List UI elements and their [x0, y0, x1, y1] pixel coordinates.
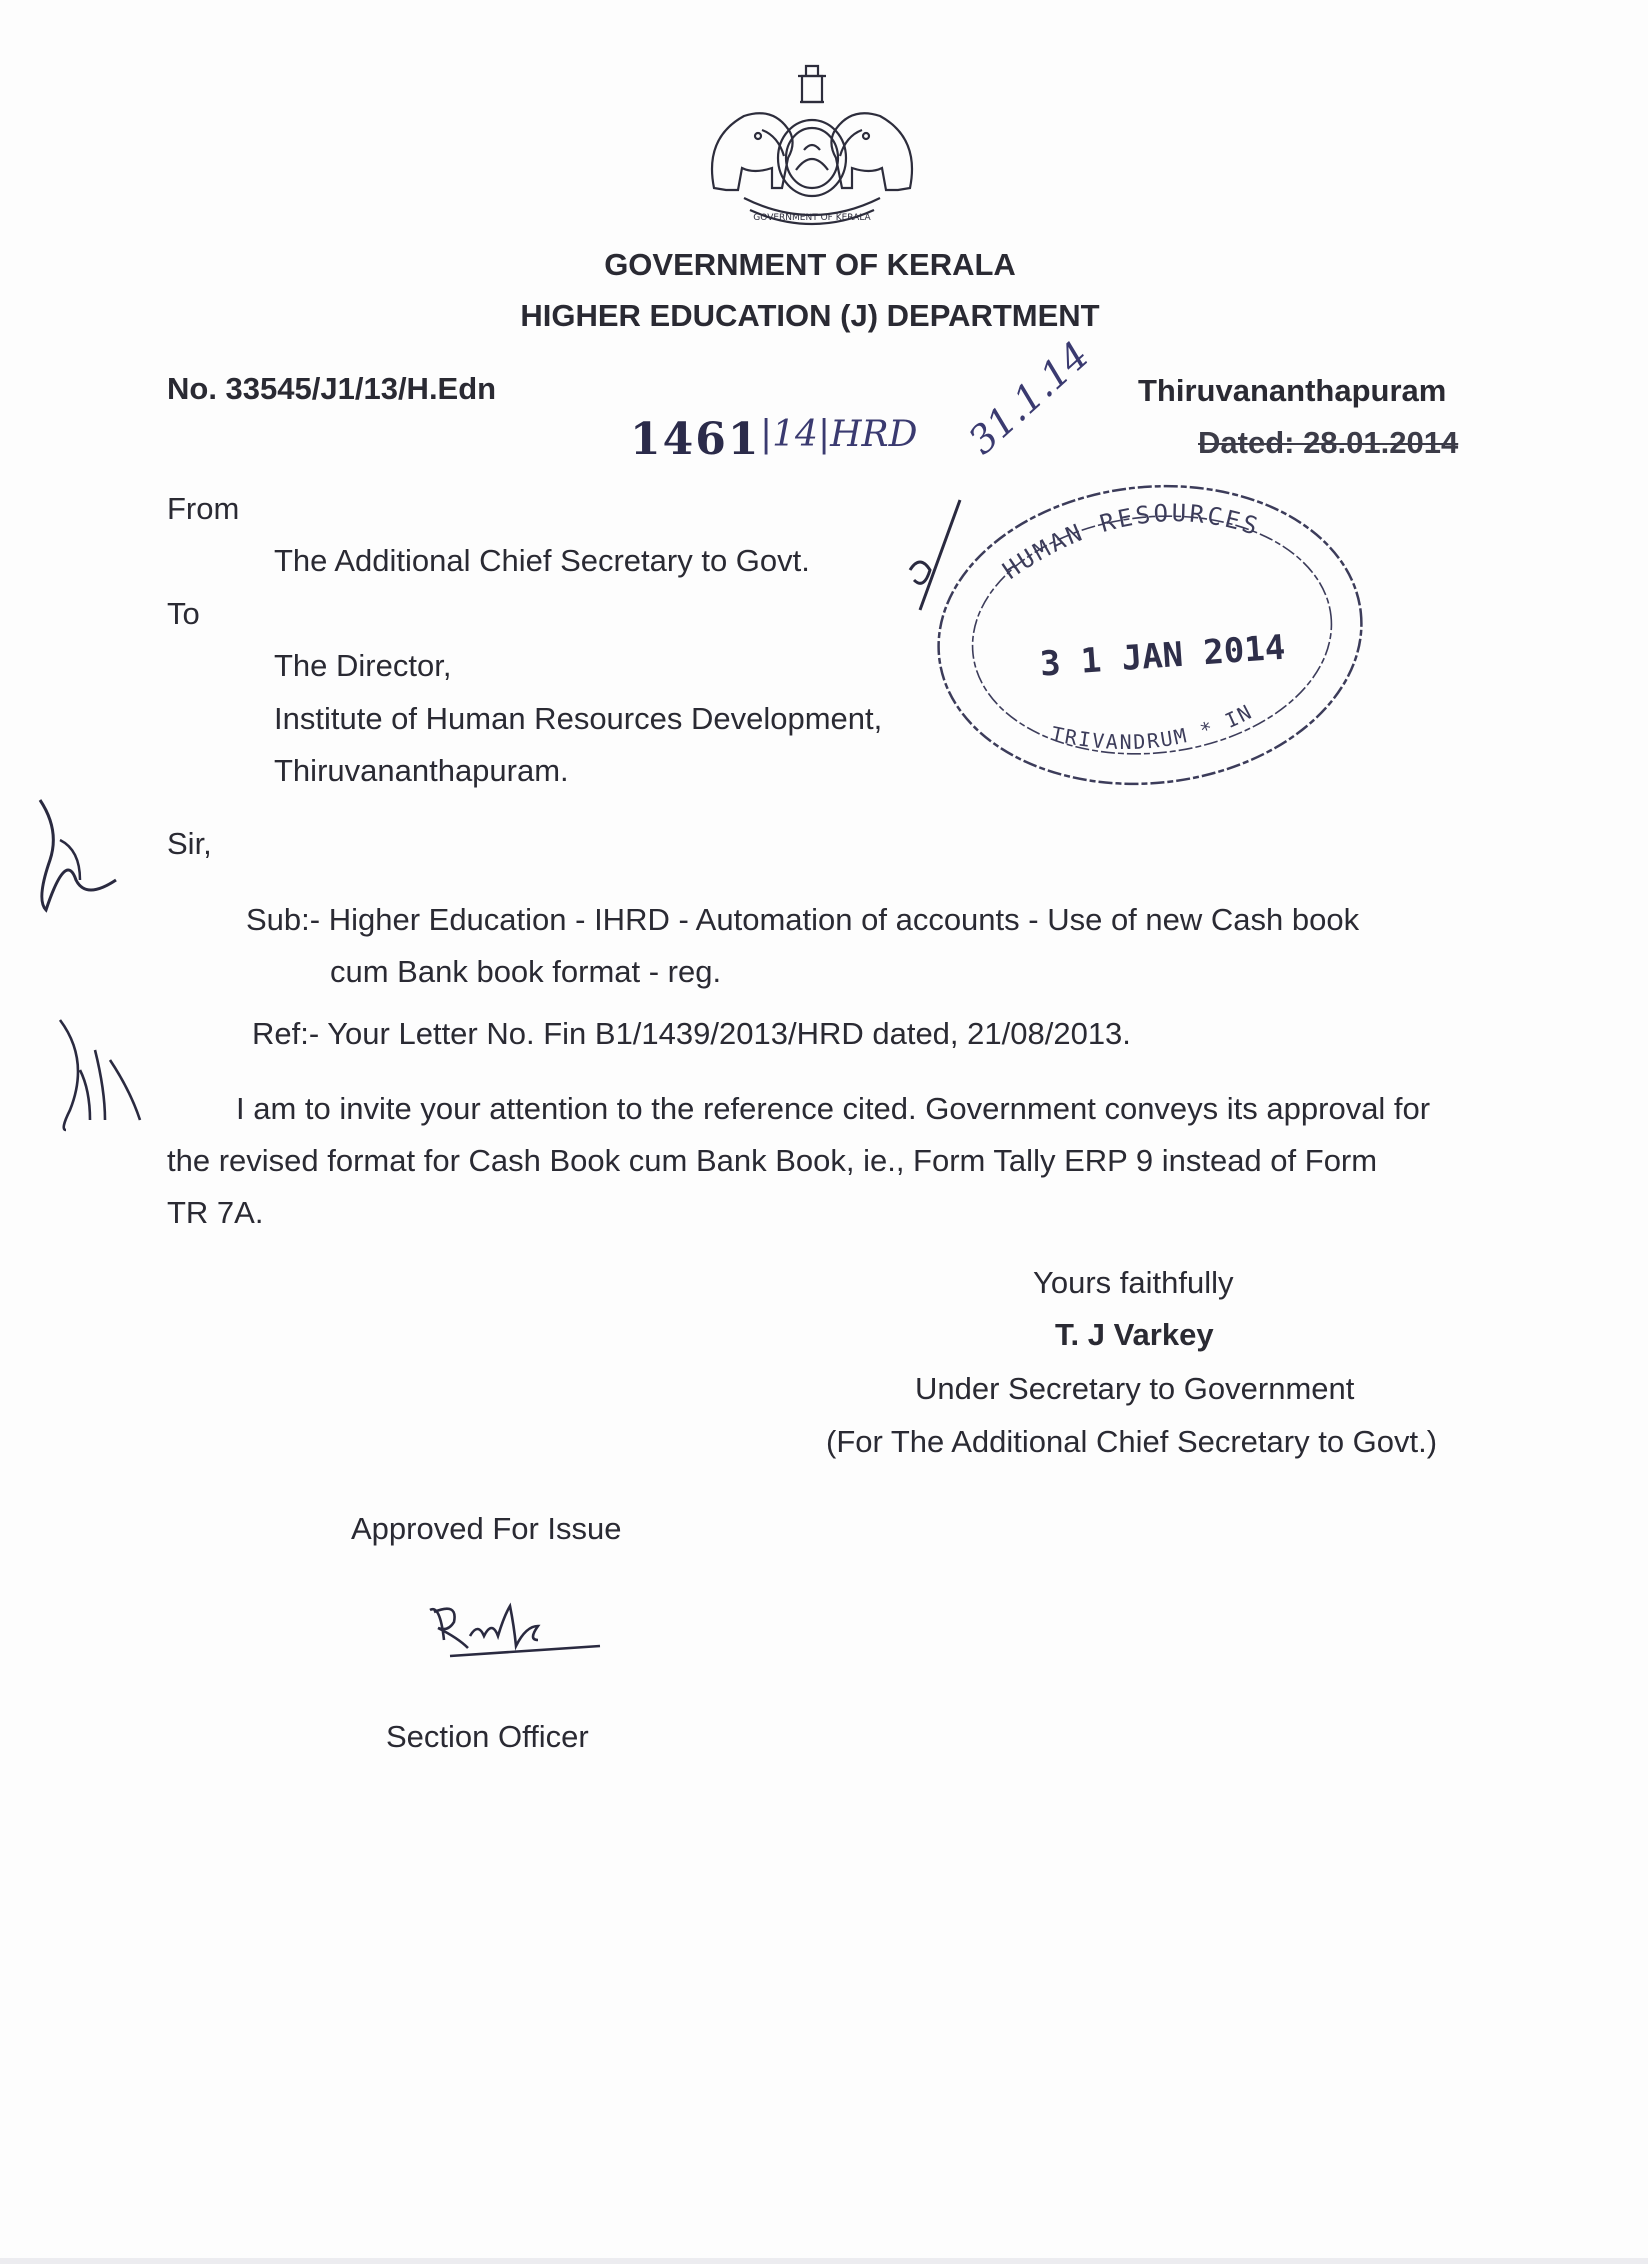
file-number: No. 33545/J1/13/H.Edn [167, 371, 497, 406]
inward-stamp-number: 1461 [630, 414, 761, 465]
place-name: Thiruvananthapuram [1138, 373, 1447, 408]
to-line-1: The Director, [274, 648, 452, 683]
svg-text:TRIVANDRUM * IN [1049, 699, 1257, 754]
from-label: From [167, 491, 240, 526]
approved-for-issue-label: Approved For Issue [351, 1511, 622, 1546]
svg-text:HUMAN RESOURCES [998, 499, 1264, 585]
state-emblem-logo [684, 58, 940, 228]
salutation: Sir, [167, 826, 212, 861]
section-officer-signature [420, 1590, 610, 1680]
to-label: To [167, 596, 200, 631]
reference-line: Ref:- Your Letter No. Fin B1/1439/2013/HRD dated, 21/08/2013. [252, 1016, 1131, 1051]
receipt-stamp-date: 3 1 JAN 2014 [1038, 627, 1287, 685]
to-line-3: Thiruvananthapuram. [274, 753, 569, 788]
subject-line-2: cum Bank book format - reg. [330, 954, 722, 989]
receipt-stamp [930, 470, 1370, 800]
government-heading: GOVERNMENT OF KERALA [604, 247, 1016, 282]
section-officer-label: Section Officer [386, 1719, 589, 1754]
body-line-2: the revised format for Cash Book cum Bank Book, ie., Form Tally ERP 9 instead of Form [167, 1143, 1378, 1178]
signatory-on-behalf: (For The Additional Chief Secretary to Govt.) [826, 1424, 1438, 1459]
subject-line-1: Sub:- Higher Education - IHRD - Automation of accounts - Use of new Cash book [246, 902, 1360, 937]
signatory-name: T. J Varkey [1055, 1317, 1214, 1352]
handwritten-date: 31.1.14 [960, 332, 1098, 463]
receipt-stamp-bottom-text: TRIVANDRUM * IN [1049, 699, 1257, 755]
to-line-2: Institute of Human Resources Development, [274, 701, 883, 736]
body-line-3: TR 7A. [167, 1195, 264, 1230]
closing-text: Yours faithfully [1033, 1265, 1234, 1300]
body-line-1: I am to invite your attention to the reference cited. Government conveys its approval for [236, 1091, 1431, 1126]
department-heading: HIGHER EDUCATION (J) DEPARTMENT [520, 298, 1100, 333]
svg-text:GOVERNMENT OF KERALA: GOVERNMENT OF KERALA [753, 213, 871, 223]
from-name: The Additional Chief Secretary to Govt. [274, 543, 810, 578]
signatory-designation: Under Secretary to Government [915, 1371, 1355, 1406]
receipt-stamp-top-text: HUMAN RESOURCES [997, 499, 1264, 585]
margin-initial-mark [40, 1010, 150, 1150]
inward-handwritten-suffix: |14|HRD [760, 414, 918, 455]
letter-date: Dated: 28.01.2014 [1198, 425, 1459, 460]
page-bottom-edge [0, 2258, 1648, 2264]
margin-signature-mark [20, 790, 130, 930]
